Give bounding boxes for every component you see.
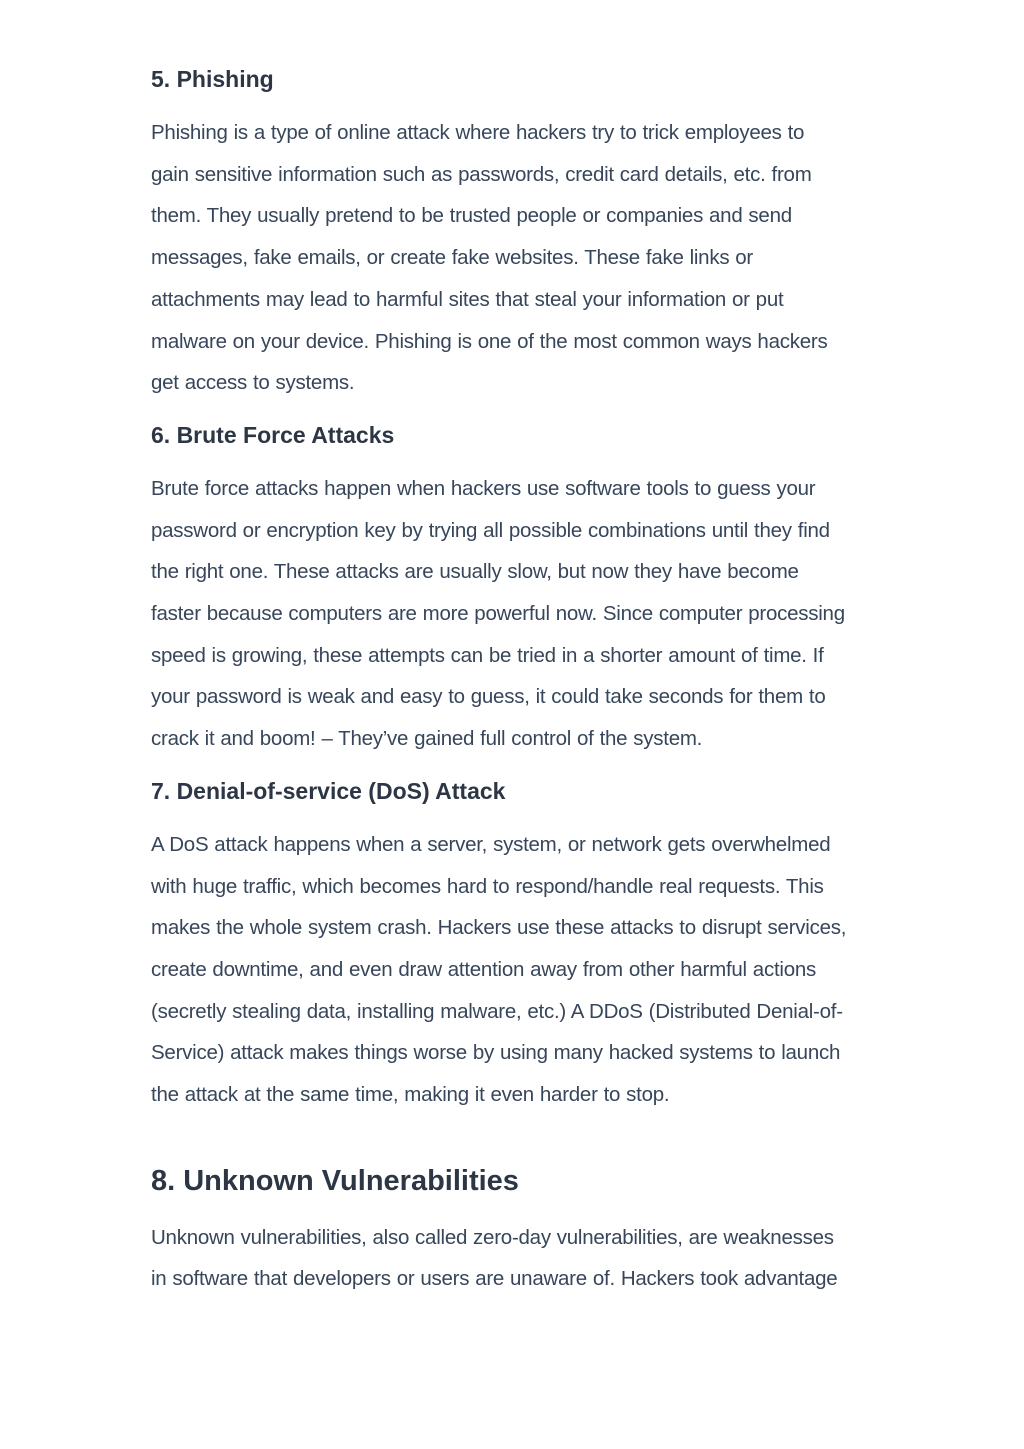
section-paragraph-dos-attack <box>151 824 903 1116</box>
section-heading-brute-force: 6. Brute Force Attacks <box>151 421 395 448</box>
section-paragraph-phishing <box>151 112 903 404</box>
section-heading-unknown-vulnerabilities: 8. Unknown Vulnerabilities <box>151 1164 519 1197</box>
paragraph-line: makes the whole system crash. Hackers use these attacks to disrupt services, <box>151 916 847 940</box>
paragraph-line: attachments may lead to harmful sites that steal your information or put <box>151 287 784 311</box>
article-body <box>151 58 903 1300</box>
section-heading-phishing: 5. Phishing <box>151 66 274 92</box>
paragraph-line: password or encryption key by trying all possible combinations until they find <box>151 518 830 542</box>
paragraph-line: A DoS attack happens when a server, system, or network gets overwhelmed <box>151 832 831 856</box>
paragraph-line: Unknown vulnerabilities, also called zero-day vulnerabilities, are weaknesses <box>151 1225 834 1249</box>
paragraph-line: Brute force attacks happen when hackers use software tools to guess your <box>151 476 816 500</box>
paragraph-line: the right one. These attacks are usually slow, but now they have become <box>151 560 799 584</box>
section-paragraph-unknown-vulnerabilities <box>151 1217 903 1300</box>
paragraph-line: the attack at the same time, making it even harder to stop. <box>151 1083 670 1107</box>
paragraph-line: Phishing is a type of online attack where hackers try to trick employees to <box>151 121 805 144</box>
paragraph-line: in software that developers or users are unaware of. Hackers took advantage <box>151 1267 838 1291</box>
paragraph-line: create downtime, and even draw attention away from other harmful actions <box>151 957 816 981</box>
paragraph-line: get access to systems. <box>151 371 355 395</box>
paragraph-line: speed is growing, these attempts can be tried in a shorter amount of time. If <box>151 643 824 667</box>
paragraph-line: with huge traffic, which becomes hard to respond/handle real requests. This <box>151 874 824 898</box>
paragraph-line: (secretly stealing data, installing malware, etc.) A DDoS (Distributed Denial-of- <box>151 999 843 1023</box>
paragraph-line: messages, fake emails, or create fake websites. These fake links or <box>151 246 754 270</box>
paragraph-line: crack it and boom! – They’ve gained full control of the system. <box>151 727 703 751</box>
section-heading-dos-attack: 7. Denial-of-service (DoS) Attack <box>151 777 506 804</box>
paragraph-line: them. They usually pretend to be trusted people or companies and send <box>151 204 792 228</box>
paragraph-line: your password is weak and easy to guess, it could take seconds for them to <box>151 685 826 709</box>
paragraph-line: gain sensitive information such as passwords, credit card details, etc. from <box>151 162 812 186</box>
section-paragraph-brute-force <box>151 468 903 760</box>
paragraph-line: Service) attack makes things worse by using many hacked systems to launch <box>151 1041 841 1065</box>
paragraph-line: malware on your device. Phishing is one of the most common ways hackers <box>151 329 828 353</box>
paragraph-line: faster because computers are more powerful now. Since computer processing <box>151 602 845 626</box>
